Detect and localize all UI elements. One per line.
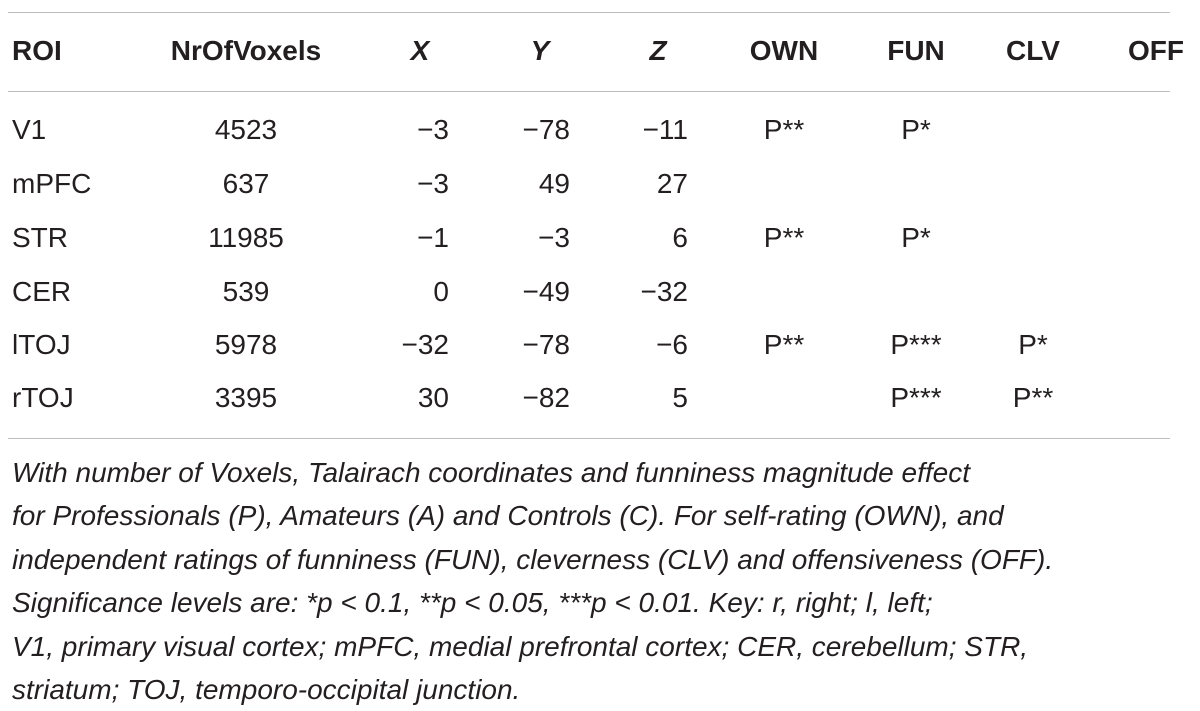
cell-y: −78 [522, 329, 570, 360]
cell-y: 49 [538, 168, 570, 199]
cell-nr: 11985 [208, 222, 284, 253]
top-rule [8, 12, 1170, 13]
cell-z: −32 [640, 276, 688, 307]
header-clv: CLV [1006, 35, 1060, 66]
cell-x: −32 [401, 329, 449, 360]
cell-nr: 4523 [214, 114, 278, 145]
cell-roi: CER [12, 276, 72, 307]
cell-roi: rTOJ [12, 382, 74, 413]
caption-line: striatum; TOJ, temporo-occipital junction. [12, 674, 521, 706]
cell-y: −82 [522, 382, 570, 413]
header-z: Z [649, 35, 667, 66]
cell-roi: lTOJ [12, 329, 71, 360]
caption-line: V1, primary visual cortex; mPFC, medial prefrontal cortex; CER, cerebellum; STR, [12, 630, 1029, 662]
cell-nr: 5978 [214, 329, 278, 360]
cell-nr: 637 [222, 168, 270, 199]
caption-line: for Professionals (P), Amateurs (A) and Controls (C). For self-rating (OWN), and [12, 500, 1004, 532]
caption-line: With number of Voxels, Talairach coordinates and funniness magnitude effect [12, 457, 971, 488]
header-y: Y [530, 35, 550, 66]
cell-roi: V1 [12, 114, 47, 145]
cell-x: −1 [417, 222, 449, 253]
cell-fun: P*** [890, 329, 942, 360]
cell-y: −3 [538, 222, 570, 253]
cell-x: −3 [417, 114, 449, 145]
header-own: OWN [749, 35, 819, 66]
header-nr-of-voxels: NrOfVoxels [170, 35, 322, 66]
cell-own: P** [763, 114, 805, 145]
header-x: X [410, 35, 430, 66]
cell-roi: mPFC [12, 168, 92, 199]
cell-z: −11 [642, 114, 688, 145]
cell-z: −6 [656, 329, 688, 360]
cell-clv: P** [1012, 382, 1054, 413]
header-roi: ROI [12, 35, 62, 66]
cell-roi: STR [12, 222, 68, 253]
cell-x: 0 [433, 276, 449, 307]
bottom-rule [8, 438, 1170, 439]
table-caption [12, 451, 1172, 711]
header-rule [8, 91, 1170, 92]
cell-y: −78 [522, 114, 570, 145]
cell-nr: 3395 [214, 382, 278, 413]
cell-own: P** [763, 222, 805, 253]
header-off: OFF [1128, 35, 1184, 66]
caption-line: Significance levels are: *p < 0.1, **p < 0.05, ***p < 0.01. Key: r, right; l, left; [12, 587, 933, 619]
cell-fun: P* [901, 114, 931, 145]
cell-x: −3 [417, 168, 449, 199]
cell-z: 6 [672, 222, 688, 253]
cell-fun: P* [901, 222, 931, 253]
cell-z: 5 [672, 382, 688, 413]
cell-fun: P*** [890, 382, 942, 413]
cell-own: P** [763, 329, 805, 360]
cell-nr: 539 [222, 276, 270, 307]
caption-line: independent ratings of funniness (FUN), cleverness (CLV) and offensiveness (OFF). [12, 543, 1054, 575]
cell-clv: P* [1018, 329, 1048, 360]
cell-z: 27 [656, 168, 688, 199]
cell-y: −49 [522, 276, 570, 307]
header-fun: FUN [887, 35, 945, 66]
cell-x: 30 [417, 382, 449, 413]
